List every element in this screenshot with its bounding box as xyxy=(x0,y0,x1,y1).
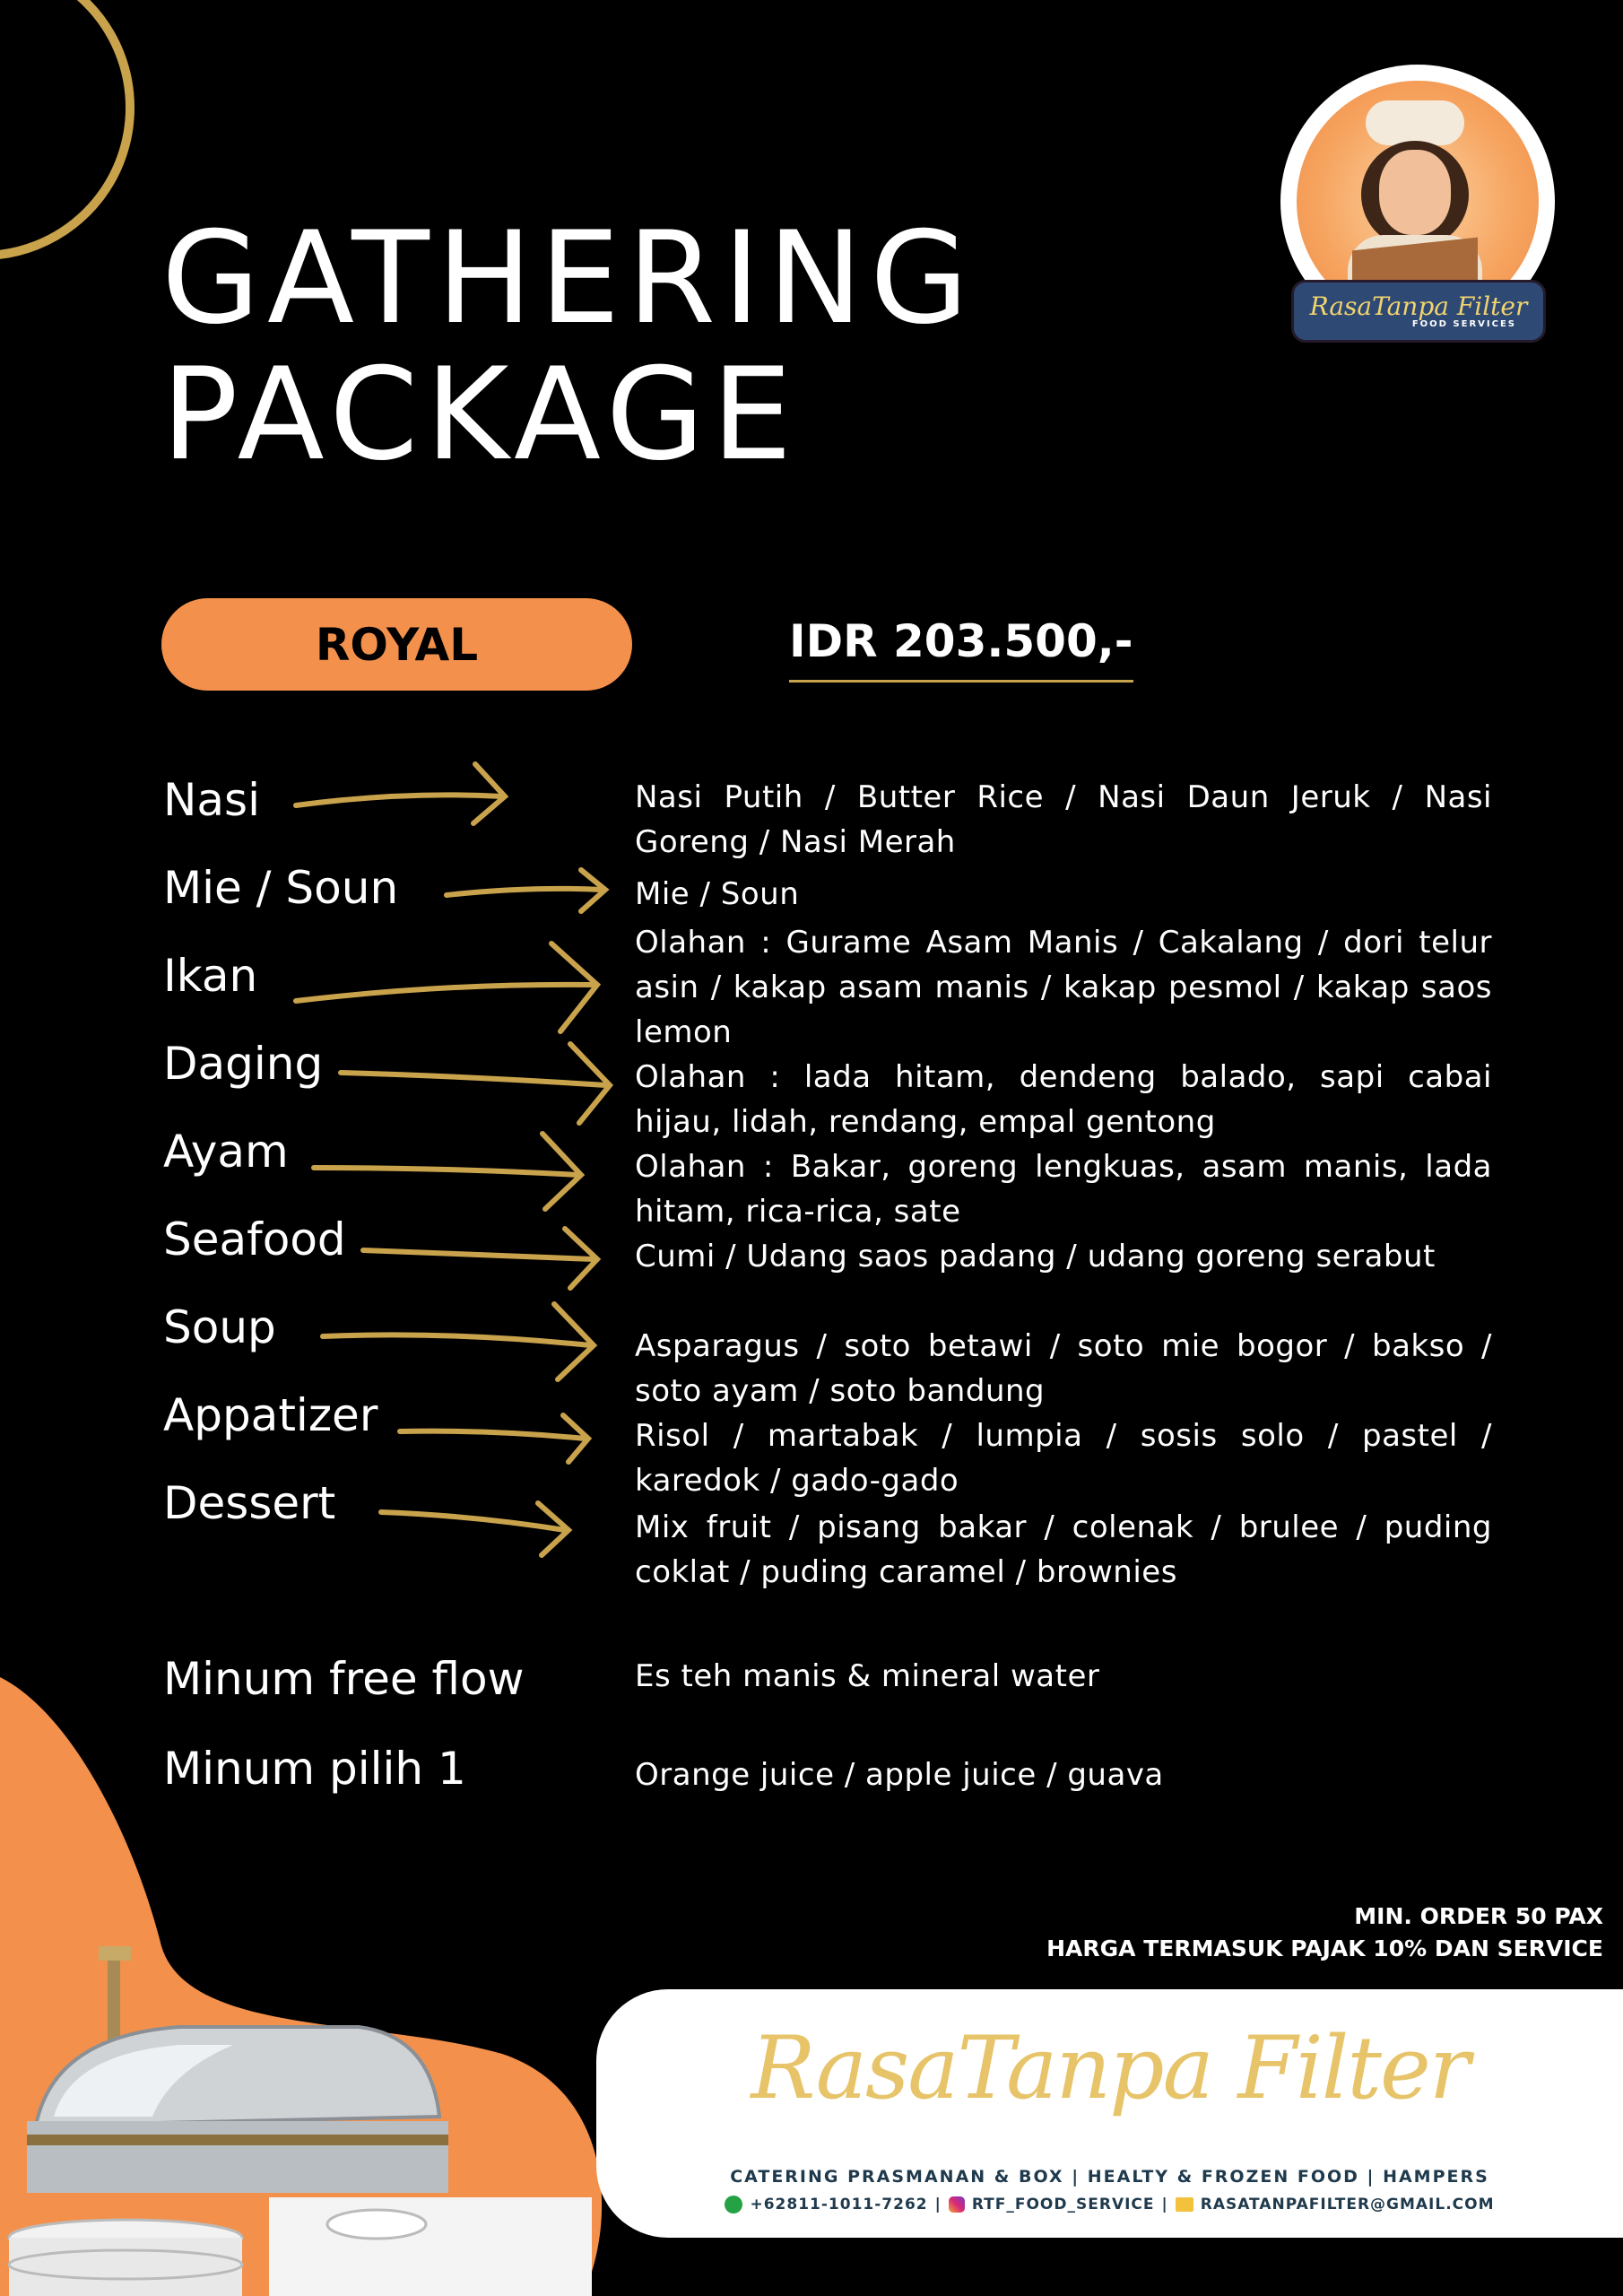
menu-description: Es teh manis & mineral water xyxy=(635,1658,1100,1694)
menu-label: Nasi xyxy=(163,774,260,826)
menu-description: Asparagus / soto betawi / soto mie bogor / bakso / soto ayam / soto bandung xyxy=(635,1328,1492,1409)
contact-email[interactable]: RASATANPAFILTER@GMAIL.COM xyxy=(1200,2196,1495,2213)
arrow-icon xyxy=(323,1304,594,1379)
menu-label: Daging xyxy=(163,1038,324,1090)
min-order-note: MIN. ORDER 50 PAX xyxy=(1354,1903,1603,1929)
arrow-icon xyxy=(400,1415,588,1462)
menu-label: Ayam xyxy=(163,1126,289,1178)
arrow-icon xyxy=(381,1503,568,1555)
arrow-icon xyxy=(447,870,605,911)
contact-instagram[interactable]: RTF_FOOD_SERVICE xyxy=(971,2196,1155,2213)
menu-description: Olahan : lada hitam, dendeng balado, sapi cabai hijau, lidah, rendang, empal gentong xyxy=(635,1059,1492,1140)
page-title-line1: GATHERING xyxy=(161,204,976,352)
whatsapp-icon xyxy=(725,2196,742,2213)
menu-description: Mie / Soun xyxy=(635,876,800,912)
menu-label: Seafood xyxy=(163,1213,346,1265)
menu-label: Minum pilih 1 xyxy=(163,1743,466,1795)
page-title-line2: PACKAGE xyxy=(161,341,800,489)
email-icon xyxy=(1176,2197,1193,2212)
menu-description: Olahan : Bakar, goreng lengkuas, asam manis, lada hitam, rica-rica, sate xyxy=(635,1149,1492,1230)
arrow-icon xyxy=(296,944,597,1031)
menu-label: Minum free flow xyxy=(163,1653,525,1705)
menu-label: Ikan xyxy=(163,950,258,1002)
separator: | xyxy=(934,2196,942,2213)
menu-label: Mie / Soun xyxy=(163,862,399,914)
menu-description: Cumi / Udang saos padang / udang goreng serabut xyxy=(635,1239,1436,1274)
menu-label: Soup xyxy=(163,1301,276,1353)
arrow-icon xyxy=(296,764,505,823)
arrow-icon xyxy=(363,1229,597,1288)
chafing-dish-image xyxy=(0,1928,592,2296)
menu-label: Dessert xyxy=(163,1477,336,1529)
contact-phone[interactable]: +62811-1011-7262 xyxy=(750,2196,928,2213)
menu-description: Risol / martabak / lumpia / sosis solo / pastel / karedok / gado-gado xyxy=(635,1418,1492,1499)
package-price: IDR 203.500,- xyxy=(789,615,1133,683)
menu-description: Nasi Putih / Butter Rice / Nasi Daun Jeruk / Nasi Goreng / Nasi Merah xyxy=(635,779,1492,860)
menu-label: Appatizer xyxy=(163,1389,378,1441)
brand-wordmark: RasaTanpa Filter xyxy=(751,2018,1469,2118)
arrow-icon xyxy=(314,1134,581,1209)
arrow-icon xyxy=(341,1044,610,1123)
logo-subtitle: FOOD SERVICES xyxy=(1411,318,1516,329)
menu-description: Olahan : Gurame Asam Manis / Cakalang / dori telur asin / kakap asam manis / kakap pesmol / kakap saos lemon xyxy=(635,925,1492,1050)
brand-tagline: CATERING PRASMANAN & BOX | HEALTY & FROZEN FOOD | HAMPERS xyxy=(730,2167,1489,2187)
separator: | xyxy=(1161,2196,1168,2213)
tax-note: HARGA TERMASUK PAJAK 10% DAN SERVICE xyxy=(1046,1935,1603,1961)
package-tier-badge: ROYAL xyxy=(161,598,632,691)
menu-description: Mix fruit / pisang bakar / colenak / brulee / puding coklat / puding caramel / brownies xyxy=(635,1509,1492,1590)
logo-script: RasaTanpa Filter xyxy=(1309,291,1528,321)
instagram-icon xyxy=(949,2196,965,2213)
contact-line xyxy=(596,2196,1623,2213)
menu-description: Orange juice / apple juice / guava xyxy=(635,1757,1164,1793)
